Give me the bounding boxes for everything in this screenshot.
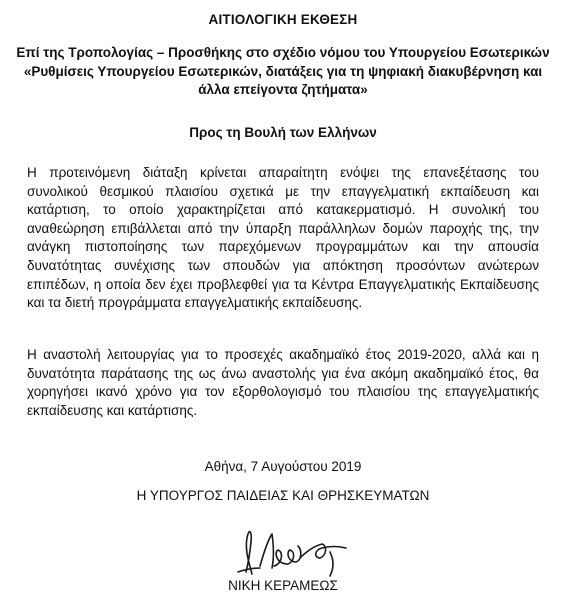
paragraph-line: χορηγήσει ικανό χρόνο για τον εξορθολογισμό του πλαισίου της επαγγελματικής [27,384,539,400]
document-subject [14,44,552,100]
document-date: Αθήνα, 7 Αυγούστου 2019 [204,459,362,474]
paragraph-line: Η αναστολή λειτουργίας για το προσεχές ακαδημαϊκό έτος 2019-2020, αλλά και η [27,347,539,362]
paragraph-line: ανάγκη πιστοποίησης των παρεχόμενων προγραμμάτων και την απουσία [27,239,539,255]
paragraph-line: αναθεώρηση επιβάλλεται από την ύπαρξη παράλληλων δομών παροχής της, την [27,220,539,236]
subject-line: «Ρυθμίσεις Υπουργείου Εσωτερικών, διατάξεις για τη ψηφιακή διακυβέρνηση και [23,63,543,79]
paragraph-line: Η προτεινόμενη διάταξη κρίνεται απαραίτητη ενόψει της επανεξέτασης του [27,165,539,180]
paragraph-line: δυνατότητα παράτασης της ως άνω αναστολής για ένα ακόμη ακαδημαϊκό έτος, θα [27,365,539,381]
subject-line: άλλα επείγοντα ζητήματα» [198,82,368,97]
signer-name: ΝΙΚΗ ΚΕΡΑΜΕΩΣ [228,578,338,593]
document-title: ΑΙΤΙΟΛΟΓΙΚΗ ΕΚΘΕΣΗ [208,12,358,27]
paragraph-2 [27,346,539,420]
paragraph-line: εκπαίδευσης και κατάρτισης. [27,402,198,418]
minister-title: Η ΥΠΟΥΡΓΟΣ ΠΑΙΔΕΙΑΣ ΚΑΙ ΘΡΗΣΚΕΥΜΑΤΩΝ [136,488,430,503]
paragraph-line: επιπέδων, η οποία δεν έχει προβλεφθεί για τα Κέντρα Επαγγελματικής Εκπαίδευσης [27,276,539,292]
paragraph-line: και τα διετή προγράμματα επαγγελματικής εκπαίδευσης. [27,295,363,311]
handwritten-signature [230,512,370,578]
paragraph-line: κατάρτιση, το οποίο χαρακτηρίζεται από κατακερματισμό. Η συνολική του [27,202,539,218]
paragraph-line: δυνατότητας συνέχισης των σπουδών για απόκτηση προσόντων ανώτερων [27,257,539,273]
paragraph-1 [27,164,539,313]
paragraph-line: συνολικού θεσμικού πλαισίου σχετικά με την επαγγελματική εκπαίδευση και [27,183,539,199]
recipient-heading: Προς τη Βουλή των Ελλήνων [189,125,377,140]
subject-line: Επί της Τροπολογίας – Προσθήκης στο σχέδιο νόμου του Υπουργείου Εσωτερικών [16,45,550,60]
